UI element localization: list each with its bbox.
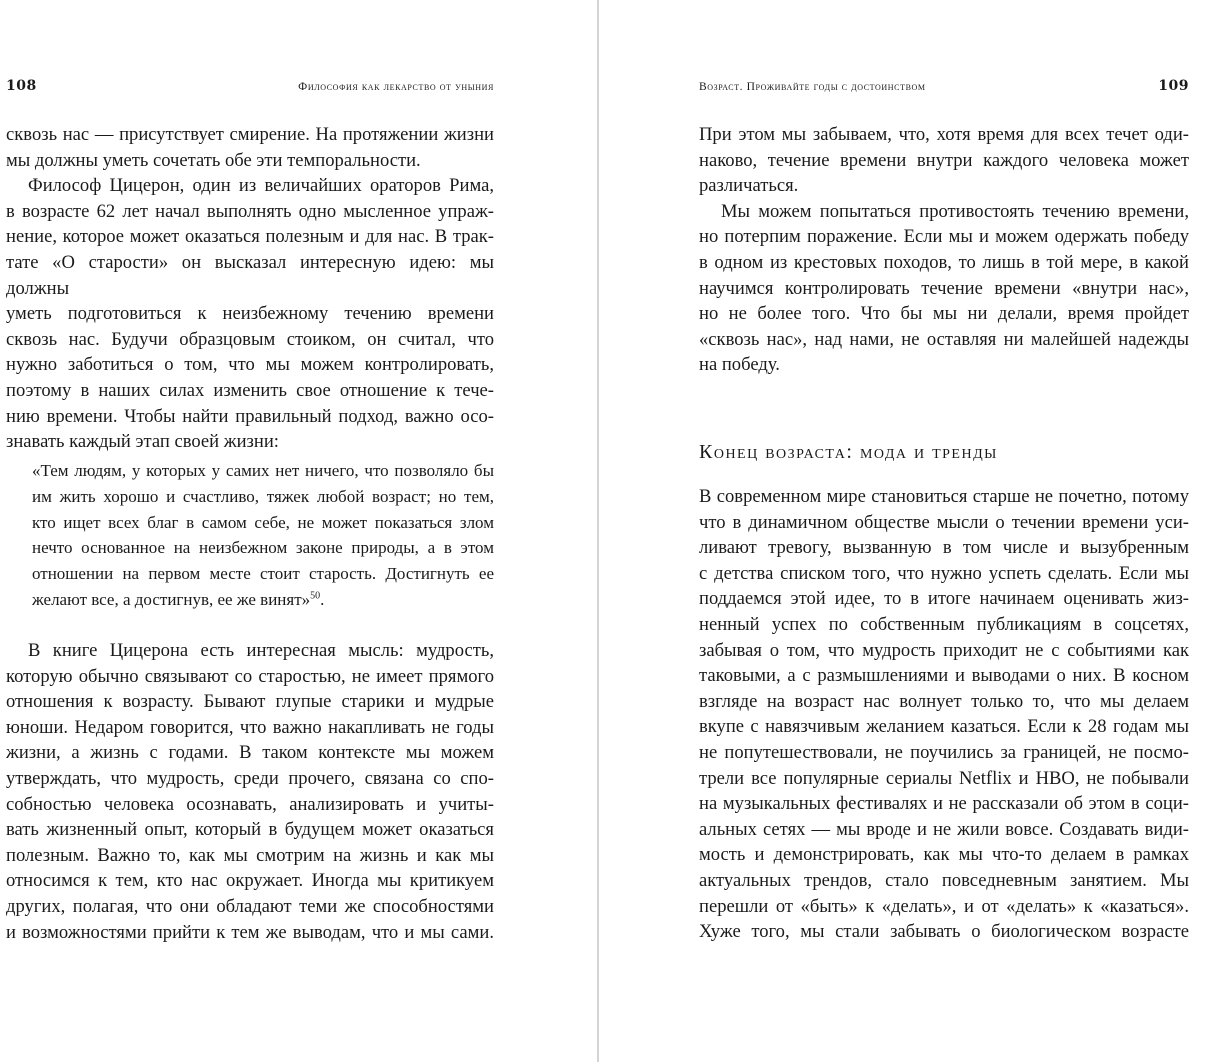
text-line: научимся контролировать течение времени «внутри нас», — [699, 277, 1189, 299]
text-line: Хуже того, мы стали забывать о биологическом возрасте — [699, 921, 1189, 943]
page-number-left: 108 — [6, 78, 37, 94]
text-line: поэтому в наших силах изменить свое отношение к тече- — [6, 379, 494, 401]
paragraph — [6, 173, 494, 455]
footnote-reference[interactable]: 50 — [310, 590, 321, 602]
text-line: но потерпим поражение. Если мы и можем одержать победу — [699, 226, 1189, 248]
quote-last-line-text: желают все, а достигнув, ее же винят» — [32, 589, 311, 609]
text-line: наково, течение времени внутри каждого человека может — [699, 149, 1189, 171]
text-line: трели все популярные сериалы Netflix и HBO, не побывали — [699, 767, 1189, 789]
text-line: в возрасте 62 лет начал выполнять одно мысленное упраж- — [6, 200, 494, 222]
text-line: тате «О старости» он высказал интересную идею: мы должны — [6, 251, 494, 299]
left-running-head — [6, 78, 494, 98]
quote-line: желают все, а достигнув, ее же винят»$^{50}$. — [32, 589, 325, 609]
text-line: мость и демонстрировать, как мы что-то делаем в рамках — [699, 844, 1189, 866]
text-line: сквозь нас. Будучи образцовым стоиком, он считал, что — [6, 328, 494, 350]
right-body-text-2 — [699, 484, 1189, 945]
text-line: перешли от «быть» к «делать», и от «делать» к «казаться». — [699, 895, 1189, 917]
right-running-head — [699, 78, 1189, 98]
text-line: сквозь нас — присутствует смирение. На протяжении жизни — [6, 124, 494, 145]
text-line: поддаемся этой идее, то в итоге начинаем оценивать жиз- — [699, 588, 1189, 610]
text-line: нение, которое может оказаться полезным и для нас. В трак- — [6, 226, 494, 248]
text-line: на музыкальных фестивалях и не рассказали об этом в соци- — [699, 793, 1189, 815]
text-line: Мы можем попытаться противостоять течению времени, — [721, 200, 1189, 222]
text-line: различаться. — [699, 175, 799, 197]
section-heading: Конец возраста: мода и тренды — [699, 441, 998, 463]
text-line: собностью человека осознавать, анализировать и учиты- — [6, 793, 494, 815]
page-gutter — [597, 0, 599, 1062]
text-line: вать жизненный опыт, который в будущем может оказаться — [6, 819, 494, 841]
text-line: ливают тревогу, вызванную в том числе и вызубренным — [699, 537, 1189, 559]
quote-line: нечто основанное на неизбежном законе природы, а в этом — [32, 538, 494, 558]
quote-line: кто ищет всех благ в самом себе, не может показаться злом — [32, 512, 494, 532]
text-line: взгляде на возраст нас волнует только то, что мы делаем — [699, 690, 1189, 712]
quote-line: отношении на первом месте стоит старость. Достигнуть ее — [32, 564, 494, 584]
text-line: актуальных трендов, стало повседневным занятием. Мы — [699, 869, 1189, 891]
paragraph — [699, 122, 1189, 199]
page-number-right: 109 — [1158, 78, 1189, 94]
text-line: других, полагая, что они обладают теми же способностями — [6, 895, 494, 917]
paragraph — [699, 199, 1189, 378]
text-line: что в динамичном обществе мысли о течении времени уси- — [699, 511, 1189, 533]
text-line: полезным. Важно то, как мы смотрим на жизнь и как мы — [6, 844, 494, 866]
text-line: и возможностями прийти к тем же выводам, что и мы сами. — [6, 921, 494, 943]
text-line: относимся к тем, кто нас окружает. Иногда мы критикуем — [6, 870, 494, 892]
quote-line: им жить хорошо и счастливо, тяжек любой возраст; но тем, — [32, 486, 494, 506]
text-line: забывая о том, что мудрость приходит не с событиями как — [699, 639, 1189, 661]
text-line: «сквозь нас», над нами, не оставляя ни малейшей надежды — [699, 328, 1189, 350]
text-line: таковыми, а с размышлениями и выводами о них. В косном — [699, 665, 1189, 687]
right-page — [699, 0, 1189, 1062]
running-head-title-left: Философия как лекарство от уныния — [298, 81, 494, 93]
text-line: мы должны уметь сочетать обе эти темпоральности. — [6, 149, 421, 171]
right-body-text — [699, 122, 1189, 378]
text-line: вкупе с навязчивым желанием казаться. Если к 28 годам мы — [699, 716, 1189, 738]
text-line: но не более того. Что бы мы ни делали, время пройдет — [699, 303, 1189, 325]
text-line: на победу. — [699, 354, 780, 376]
text-line: отношения к возрасту. Бывают глупые старики и мудрые — [6, 691, 494, 713]
text-line: не попутешествовали, не поучились за границей, не посмо- — [699, 741, 1189, 763]
text-line: В книге Цицерона есть интересная мысль: мудрость, — [28, 640, 494, 661]
text-line: уметь подготовиться к неизбежному течению времени — [6, 303, 494, 325]
text-line: знавать каждый этап своей жизни: — [6, 431, 279, 453]
text-line: в одном из крестовых походов, то лишь в той мере, в какой — [699, 251, 1189, 273]
paragraph — [6, 638, 494, 945]
text-line: В современном мире становиться старше не почетно, потому — [699, 486, 1189, 507]
left-page — [6, 0, 494, 1062]
left-body-text-2 — [6, 638, 494, 945]
text-line: утверждать, что мудрость, среди прочего, связана со спо- — [6, 767, 494, 789]
text-line: нужно заботиться о том, что мы можем контролировать, — [6, 354, 494, 376]
text-line: жизни, а жизнь с годами. В таком контексте мы можем — [6, 742, 494, 764]
quote-line: «Тем людям, у которых у самих нет ничего, что позволяло бы — [32, 461, 494, 480]
left-body-text — [6, 122, 494, 455]
text-line: При этом мы забываем, что, хотя время для всех течет оди- — [699, 124, 1189, 145]
paragraph — [699, 484, 1189, 945]
text-line: альных сетях — мы вроде и не жили вовсе. Создавать види- — [699, 818, 1189, 840]
block-quote — [32, 458, 494, 613]
text-line: юноши. Недаром говорится, что важно накапливать не годы — [6, 716, 494, 738]
running-head-title-right: Возраст. Проживайте годы с достоинством — [699, 81, 926, 93]
text-line: нию времени. Чтобы найти правильный подход, важно осо- — [6, 405, 494, 427]
text-line: ненный успех по собственным публикациям в соцсетях, — [699, 613, 1189, 635]
text-line: Философ Цицерон, один из величайших ораторов Рима, — [28, 175, 494, 197]
text-line: которую обычно связывают со старостью, не имеет прямого — [6, 665, 494, 687]
text-line: с детства списком того, что нужно успеть сделать. Если мы — [699, 562, 1189, 584]
paragraph — [6, 122, 494, 173]
